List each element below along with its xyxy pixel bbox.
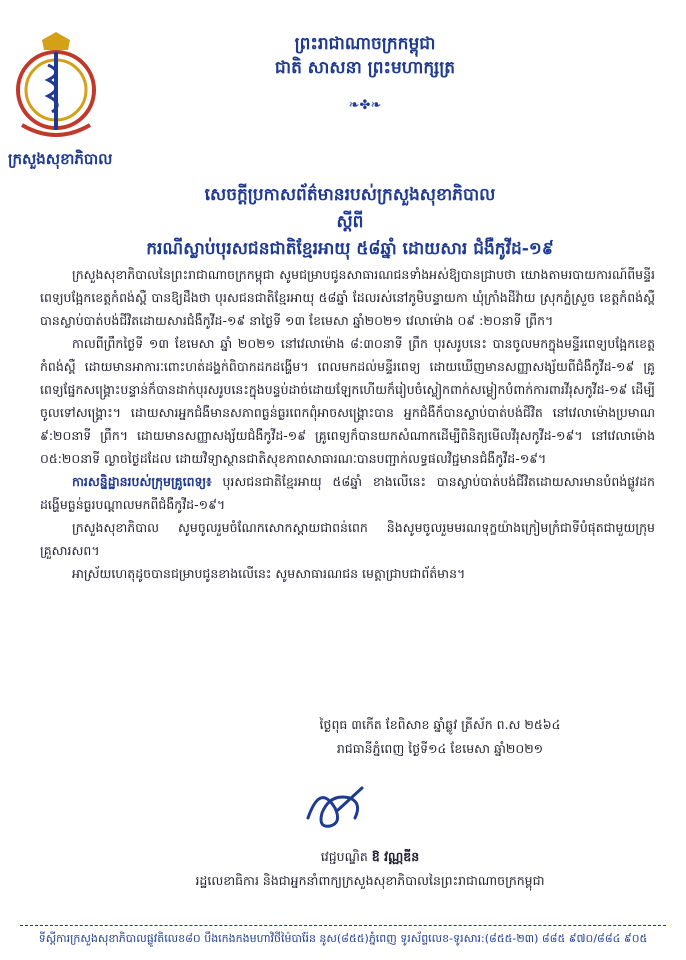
conclusion-heading: ការសន្និដ្ឋានរបស់ក្រុមគ្រូពេទ្យ៖ xyxy=(72,474,212,489)
handwritten-signature xyxy=(300,778,370,836)
paragraph-5: អាស្រ័យហេតុដូចបានជម្រាបជូនខាងលើនេះ សូមសាធារណជន មេត្តាជ្រាបជាព័ត៌មាន។ xyxy=(72,566,466,581)
ministry-name-label: ក្រសួងសុខាភិបាល xyxy=(8,150,113,168)
ministry-emblem-logo xyxy=(12,30,100,160)
title-line-1: សេចក្តីប្រកាសព័ត៌មានរបស់ក្រសួងសុខាភិបាល xyxy=(204,185,496,205)
paragraph-1: ក្រសួងសុខាភិបាលនៃព្រះរាជាណាចក្រកម្ពុជា សូមជម្រាបជូនសាធារណជនទាំងអស់ឱ្យបានជ្រាបថា យោងតាមរបាយការណ៍ពីមន្ទីរពេទ្យបង្អែកខេត្តកំពង់ស្ពឺ បានឱ្យដឹងថា បុរសជនជាតិខ្មែរអាយុ ៥៨ឆ្នាំ ដែលរស់នៅភូមិបន្ទាយកា ឃុំក្រាំងដីវ៉ាយ ស្រុកភ្នំស្រួច ខេត្តកំពង់ស្ពឺ បានស្លាប់បាត់បង់ជីវិតដោយសារជំងឺកូវីដ-១៩ នាថ្ងៃទី ១៣ ខែមេសា ឆ្នាំ២០២១ វេលាម៉ោង ០៩ :២០នាទី ព្រឹក។ xyxy=(40,267,655,328)
kingdom-header xyxy=(200,33,530,81)
signer-position: រដ្ឋលេខាធិការ និងជាអ្នកនាំពាក្យក្រសួងសុខាភិបាលនៃព្រះរាជាណាចក្រកម្ពុជា xyxy=(195,873,545,888)
signer-block xyxy=(150,845,590,893)
paragraph-4: ក្រសួងសុខាភិបាល សូមចូលរួមចំណែកសោកស្តាយជាពន់ពេក និងសូមចូលរួមមរណទុក្ខយ៉ាងក្រៀមក្រំជាទីបំផុតជាមួយក្រុមគ្រួសារសព។ xyxy=(40,520,655,558)
signer-prefix: វេជ្ជបណ្ឌិត xyxy=(320,849,372,864)
title-line-3: ករណីស្លាប់បុរសជនជាតិខ្មែរអាយុ ៥៨ឆ្នាំ ដោយសារ ជំងឺកូវីដ-១៩ xyxy=(146,239,554,260)
kingdom-line-2: ជាតិ សាសនា ព្រះមហាក្សត្រ xyxy=(274,57,456,78)
signer-name: ឱ វណ្ណឌីន xyxy=(371,849,420,864)
title-line-2: ស្តីពី xyxy=(336,212,364,233)
lunar-date: ថ្ងៃពុធ ៣កើត ខែពិសាខ ឆ្នាំឆ្លូវ ត្រីស័ក ព.ស ២៥៦៤ xyxy=(319,717,561,732)
paragraph-3 xyxy=(40,470,655,516)
document-body xyxy=(40,263,655,585)
footer-address: ទីស្តីការក្រសួងសុខាភិបាលផ្លូវតិលេខ៨០ បឹងកេងកងមហាវិថីម៉ៃបារ៉ែន នូស(៨៥៥)ភ្នំពេញ ទូរស័ព្ទលេខ-ទូរសារ:(៨៥៥-២៣) ៨៨៥ ៩៧០/៨៨៤ ៩០៥ xyxy=(38,932,648,945)
kingdom-line-1: ព្រះរាជាណាចក្រកម្ពុជា xyxy=(294,34,436,54)
document-title xyxy=(40,182,660,264)
ornament-divider: ❧✤❧ xyxy=(348,98,382,113)
conclusion-text: បុរសជនជាតិខ្មែរអាយុ ៥៨ឆ្នាំ ខាងលើនេះ បានស្លាប់បាត់បង់ជីវិតដោយសារមានបំពង់ផ្លូវដកដង្ហើមធ្ងន់ធ្ងរបណ្តាលមកពីជំងឺកូវីដ-១៩។ xyxy=(40,474,655,512)
date-block xyxy=(260,713,620,761)
signer-name-line xyxy=(150,845,590,869)
paragraph-2: កាលពីព្រឹកថ្ងៃទី ១៣ ខែមេសា ឆ្នាំ ២០២១ នៅវេលាម៉ោង ៨:៣០នាទី ព្រឹក បុរសរូបនេះ បានចូលមកក្នុងមន្ទីរពេទ្យបង្អែកខេត្តកំពង់ស្ពឺ ដោយមានអាការៈពោះហត់ដង្ហក់ពិបាកដកដង្ហើម។ ពេលមកដល់មន្ទីរពេទ្យ ដោយឃើញមានសញ្ញាសង្ស័យពីជំងឺកូវីដ-១៩ គ្រូពេទ្យផ្នែកសង្គ្រោះបន្ទាន់ក៏បានដាក់បុរសរូបនេះក្នុងបន្ទប់ដាច់ដោយឡែកហើយក៏រៀបចំស្លៀកពាក់សម្លៀកបំពាក់ការពារវីរុសកូវីដ-១៩ ដើម្បីចូលទៅសង្គ្រោះ។ ដោយសារអ្នកជំងឺមានសភាពធ្ងន់ធ្ងរពេកពុំអាចសង្គ្រោះបាន អ្នកជំងឺក៏បានស្លាប់បាត់បង់ជីវិត នៅវេលាម៉ោងប្រមាណ ៩:២០នាទី ព្រឹក។ ដោយមានសញ្ញាសង្ស័យជំងឺកូវីដ-១៩ គ្រូពេទ្យក៏បានយកសំណាកដើម្បីពិនិត្យមើលវីរុសកូវីដ-១៩។ នៅវេលាម៉ោង ០៥:២០នាទី ល្ងាចថ្ងៃដដែល ដោយវិទ្យាស្ថានជាតិសុខភាពសាធារណៈបានបញ្ជាក់លទ្ធផលវិជ្ជមានជំងឺកូវីដ-១៩។ xyxy=(40,336,655,466)
solar-date: រាជធានីភ្នំពេញ ថ្ងៃទី១៤ ខែមេសា ឆ្នាំ២០២១ xyxy=(336,741,544,756)
footer-divider xyxy=(20,925,666,926)
